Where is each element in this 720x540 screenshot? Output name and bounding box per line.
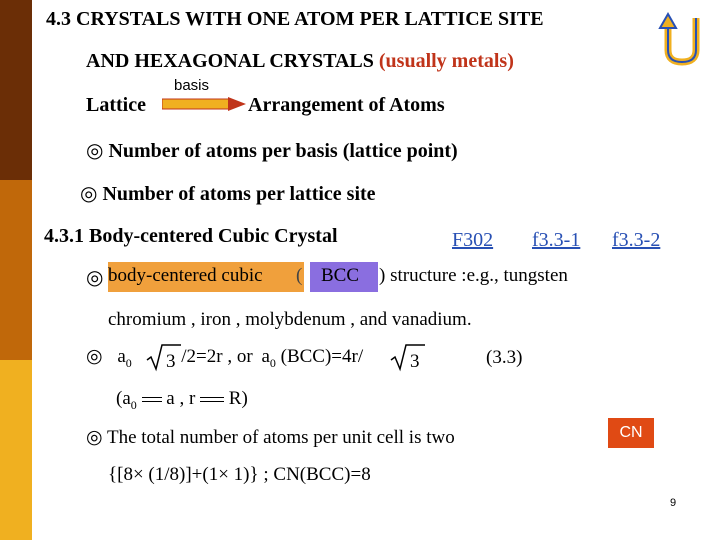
sqrt2-radicand: 3 [410, 351, 420, 372]
return-arrow-icon[interactable] [658, 10, 706, 66]
def-a: a , r [166, 388, 196, 409]
equation-bullet: ◎ [86, 346, 103, 367]
sqrt1-radicand: 3 [166, 351, 176, 372]
left-bar-dark [0, 0, 32, 180]
link-f302[interactable]: F302 [452, 229, 494, 251]
sqrt-symbol-2 [390, 342, 426, 372]
link-f3-3-1[interactable]: f3.3-1 [532, 229, 581, 251]
equation-definition [116, 388, 248, 413]
eq-a2: a [261, 346, 270, 367]
equation-line [86, 345, 363, 371]
link-f3-3-2[interactable]: f3.3-2 [612, 229, 661, 251]
total-atoms-sum: {[8× (1/8)]+(1× 1)} ; CN(BCC)=8 [108, 464, 371, 485]
cn-button[interactable]: CN [608, 418, 654, 448]
lattice-label: Lattice [86, 94, 146, 116]
bcc-bullet: ◎ [86, 267, 104, 289]
left-bar-light [0, 360, 32, 540]
eq-part1: /2=2r , or [181, 346, 253, 367]
bcc-paren: ( [296, 265, 303, 286]
bullet-atoms-per-basis: ◎ Number of atoms per basis (lattice point) [86, 140, 458, 162]
eq-sub0: 0 [125, 355, 132, 370]
bullet-atoms-per-site: ◎ Number of atoms per lattice site [80, 183, 376, 205]
equiv-sign-2 [200, 397, 224, 402]
def-sub0: 0 [130, 397, 137, 412]
equiv-sign-1 [142, 397, 162, 402]
slide-title-line1: 4.3 CRYSTALS WITH ONE ATOM PER LATTICE SITE [46, 8, 544, 30]
title-main: AND HEXAGONAL CRYSTALS [86, 50, 374, 72]
bcc-name: body-centered cubic [108, 265, 263, 286]
def-open: (a [116, 388, 131, 409]
section-heading: 4.3.1 Body-centered Cubic Crystal [44, 225, 338, 247]
slide-title-line2 [86, 50, 514, 73]
equation-number: (3.3) [486, 347, 523, 368]
basis-label: basis [174, 77, 210, 94]
bcc-structure: ) structure :e.g., tungsten [379, 265, 568, 286]
left-bar-mid [0, 180, 32, 360]
title-note: (usually metals) [378, 50, 514, 72]
eq-a: a [117, 346, 126, 367]
def-close: R) [228, 388, 248, 409]
eq-part2: (BCC)=4r/ [280, 346, 364, 367]
total-atoms-text: ◎ The total number of atoms per unit cell is two [86, 427, 455, 448]
arrangement-label: Arrangement of Atoms [248, 94, 445, 116]
sqrt-symbol-1 [146, 342, 182, 372]
page-number: 9 [670, 497, 677, 509]
bcc-metals: chromium , iron , molybdenum , and vanadium. [108, 309, 472, 330]
right-arrow-icon [162, 97, 246, 111]
eq-sub0b: 0 [269, 355, 276, 370]
bcc-abbr: BCC [321, 265, 360, 286]
